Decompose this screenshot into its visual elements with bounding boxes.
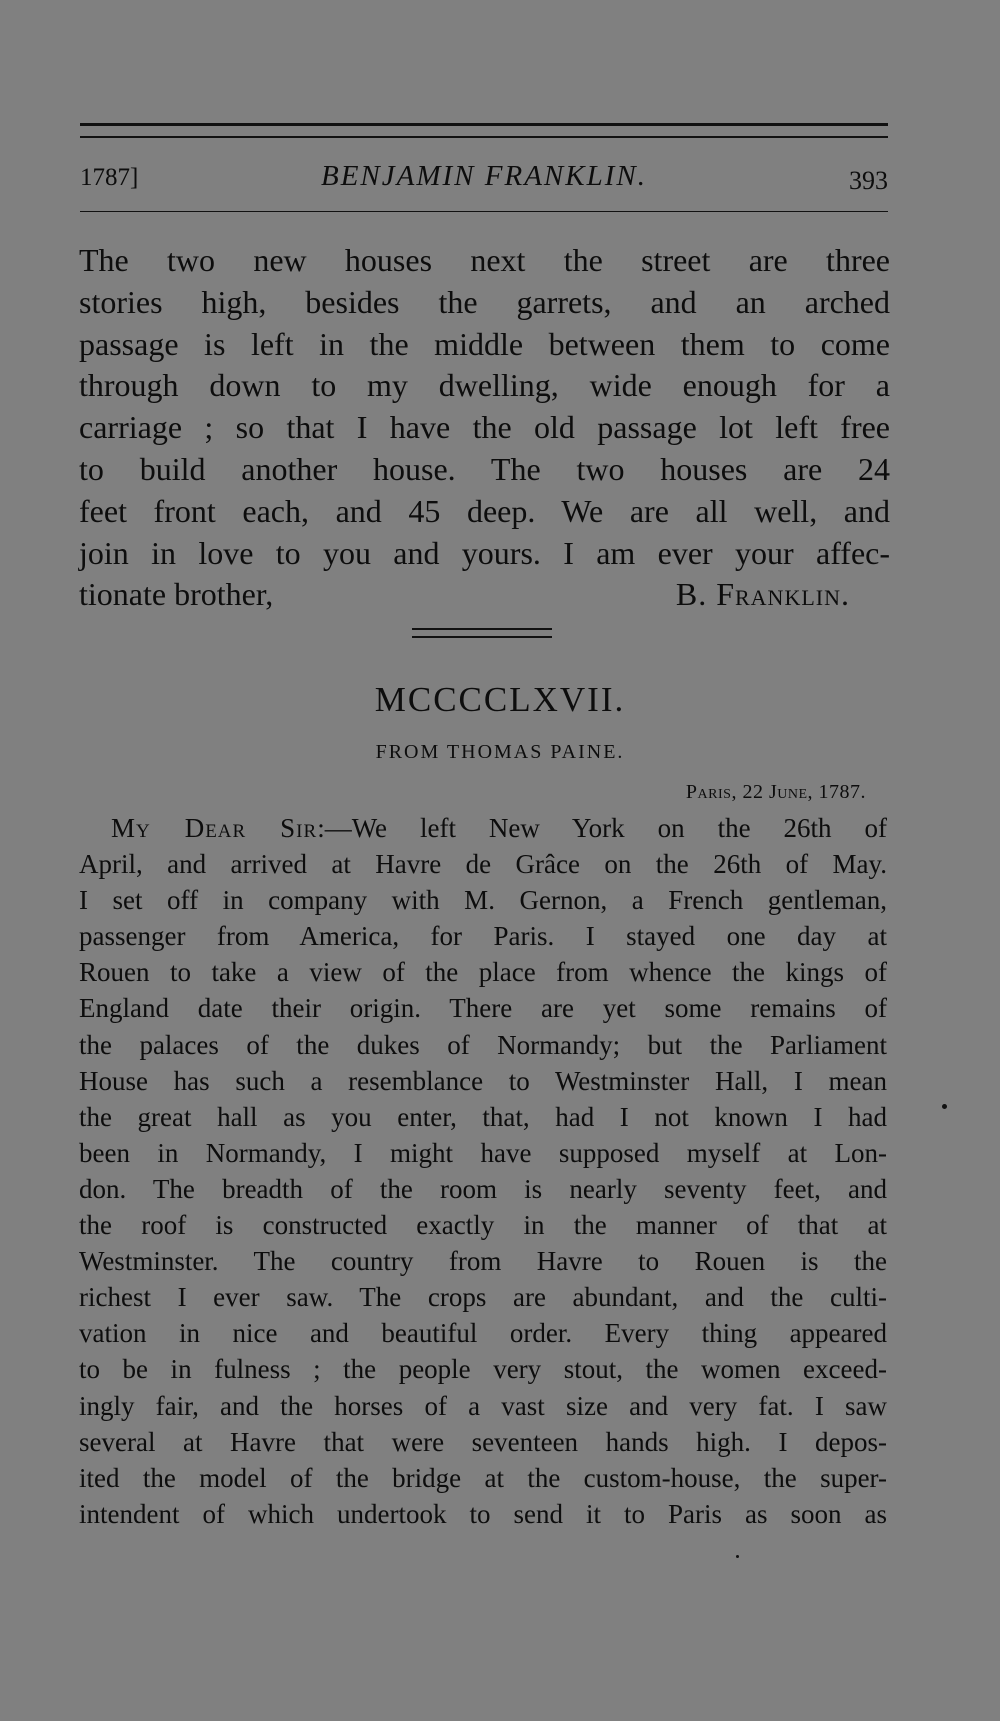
text-line: ingly fair, and the horses of a vast size and very fat. I saw — [79, 1390, 887, 1421]
text-line: to be in fulness ; the people very stout, the women exceed- — [79, 1354, 887, 1385]
print-speck — [942, 1104, 947, 1109]
text-line: April, and arrived at Havre de Grâce on the 26th of May. — [79, 849, 887, 880]
top-double-rule-upper — [80, 123, 888, 126]
salutation: My Dear Sir — [111, 813, 318, 843]
salutation-line — [79, 810, 887, 846]
text-line: several at Havre that were seventeen hands high. I depos- — [79, 1426, 887, 1457]
text-line: don. The breadth of the room is nearly seventy feet, and — [79, 1173, 887, 1204]
franklin-letter-ending — [79, 240, 890, 616]
letter-dateline: Paris, 22 June, 1787. — [685, 781, 866, 803]
text-line: the roof is constructed exactly in the manner of that at — [79, 1210, 887, 1241]
section-divider-upper — [412, 628, 552, 630]
text-line: to build another house. The two houses are 24 — [79, 450, 890, 487]
closing-line — [79, 574, 890, 616]
text-line: I set off in company with M. Gernon, a French gentleman, — [79, 885, 887, 916]
text-line: feet front each, and 45 deep. We are all well, and — [79, 492, 890, 529]
text-line: richest I ever saw. The crops are abundant, and the culti- — [79, 1282, 887, 1313]
paine-letter-body — [79, 810, 887, 1532]
text-line: The two new houses next the street are three — [79, 242, 890, 278]
page-number: 393 — [849, 166, 888, 195]
text-line: Westminster. The country from Havre to Rouen is the — [79, 1246, 887, 1277]
text-line: join in love to you and yours. I am ever your affec- — [79, 534, 890, 571]
text-line: Rouen to take a view of the place from whence the kings of — [79, 957, 887, 988]
closing-phrase: tionate brother, — [79, 576, 274, 613]
signature: B. Franklin. — [675, 576, 850, 613]
text-line: the great hall as you enter, that, had I not known I had — [79, 1101, 887, 1132]
text-line: England date their origin. There are yet some remains of — [79, 993, 887, 1024]
running-head-title: BENJAMIN FRANKLIN. — [321, 160, 647, 192]
print-speck — [736, 1555, 739, 1558]
text-line: intendent of which undertook to send it to Paris as soon as — [79, 1498, 887, 1529]
letter-from-line: FROM THOMAS PAINE. — [375, 741, 625, 763]
text-line: stories high, besides the garrets, and an arched — [79, 283, 890, 320]
text-line: passenger from America, for Paris. I stayed one day at — [79, 921, 887, 952]
text-line: ited the model of the bridge at the custom-house, the super- — [79, 1462, 887, 1493]
text-line: been in Normandy, I might have supposed myself at Lon- — [79, 1137, 887, 1168]
text-line-start: :—We left New York on the 26th of — [317, 813, 887, 843]
running-head-year: 1787] — [80, 164, 139, 191]
section-divider-lower — [412, 636, 552, 638]
text-line: House has such a resemblance to Westminster Hall, I mean — [79, 1065, 887, 1096]
text-line: through down to my dwelling, wide enough for a — [79, 367, 890, 404]
running-head — [80, 160, 888, 200]
text-line: passage is left in the middle between them to come — [79, 325, 890, 362]
letter-number-heading: MCCCCLXVII. — [374, 680, 626, 719]
text-line: carriage ; so that I have the old passage lot left free — [79, 409, 890, 446]
top-double-rule-lower — [80, 136, 888, 138]
text-line: the palaces of the dukes of Normandy; but the Parliament — [79, 1029, 887, 1060]
running-head-rule — [80, 211, 888, 212]
text-line: vation in nice and beautiful order. Every thing appeared — [79, 1318, 887, 1349]
